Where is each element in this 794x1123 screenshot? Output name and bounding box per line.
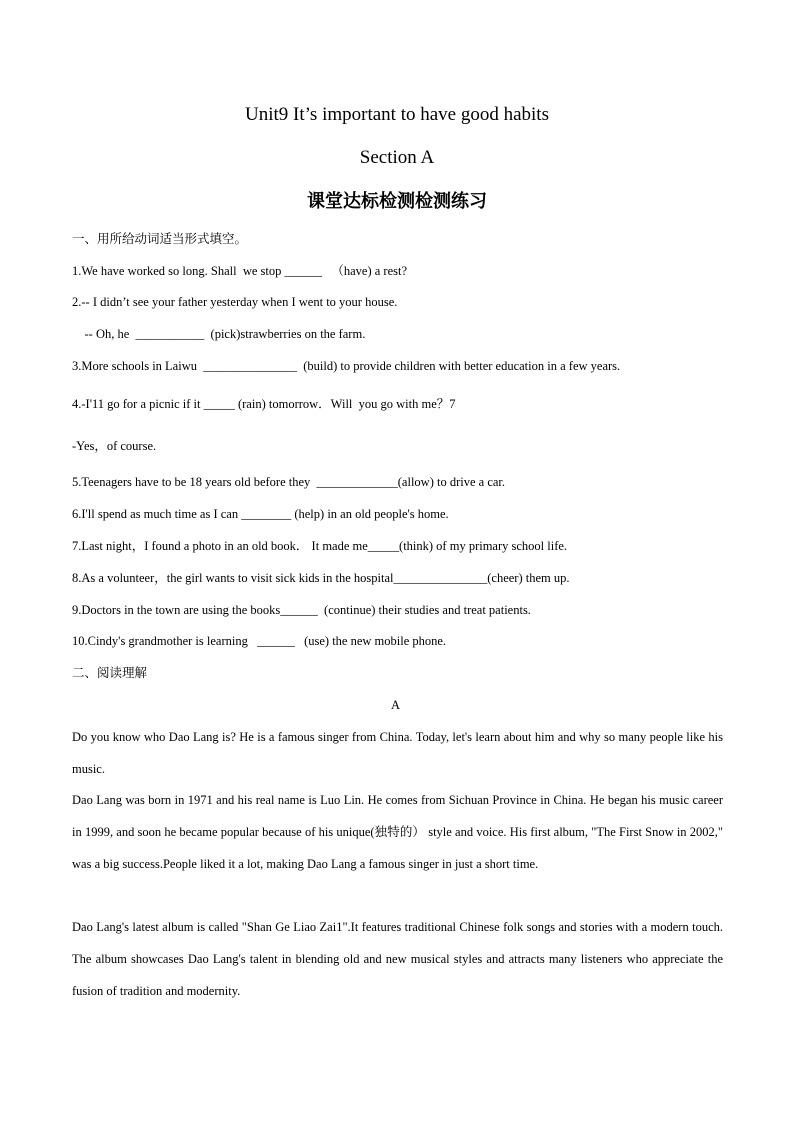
question-8: 8.As a volunteer，the girl wants to visit sick kids in the hospital_______________(cheer) them up. bbox=[72, 571, 570, 585]
reading-paragraph-1: Do you know who Dao Lang is? He is a famous singer from China. Today, let's learn about him and why so many people like his music. bbox=[72, 730, 723, 776]
document-title: Unit9 It’s important to have good habits bbox=[245, 104, 549, 125]
reading-paragraph-2: Dao Lang was born in 1971 and his real name is Luo Lin. He comes from Sichuan Province in China. He began his music career in 1999, and soon he became popular because of his unique(独特的） style and voice. His first album, "The First Snow in 2002," was a big success.People liked it a lot, making Dao Lang a famous singer in just a short time. bbox=[72, 793, 723, 871]
question-10: 10.Cindy's grandmother is learning ______ (use) the new mobile phone. bbox=[72, 634, 447, 648]
section2-heading: 二、阅读理解 bbox=[72, 665, 148, 680]
exercise-heading: 课堂达标检测检测练习 bbox=[307, 191, 487, 212]
question-6: 6.I'll spend as much time as I can ________ (help) in an old people's home. bbox=[72, 507, 449, 521]
passage-label: A bbox=[391, 698, 401, 712]
question-4b: -Yes，of course. bbox=[72, 439, 157, 453]
question-7: 7.Last night，I found a photo in an old book． It made me_____(think) of my primary school life. bbox=[72, 539, 568, 553]
question-2a: 2.-- I didn’t see your father yesterday when I went to your house. bbox=[72, 295, 398, 309]
question-2b: -- Oh, he ___________ (pick)strawberries on the farm. bbox=[72, 327, 366, 341]
question-3: 3.More schools in Laiwu _______________ (build) to provide children with better education in a few years. bbox=[72, 359, 621, 373]
question-1: 1.We have worked so long. Shall we stop ______ （have) a rest? bbox=[72, 264, 408, 278]
question-4a: 4.-I'11 go for a picnic if it _____ (rain) tomorrow．Will you go with me？7 bbox=[72, 397, 456, 411]
section1-heading: 一、用所给动词适当形式填空。 bbox=[72, 231, 248, 246]
section-subtitle: Section A bbox=[359, 147, 435, 168]
question-9: 9.Doctors in the town are using the books______ (continue) their studies and treat patients. bbox=[72, 603, 531, 617]
reading-paragraph-3: Dao Lang's latest album is called "Shan Ge Liao Zai1".It features traditional Chinese folk songs and stories with a modern touch. The album showcases Dao Lang's talent in blending old and new musical styles and attracts many listeners who appreciate the fusion of tradition and modernity. bbox=[72, 920, 723, 998]
question-5: 5.Teenagers have to be 18 years old before they _____________(allow) to drive a car. bbox=[72, 475, 506, 489]
